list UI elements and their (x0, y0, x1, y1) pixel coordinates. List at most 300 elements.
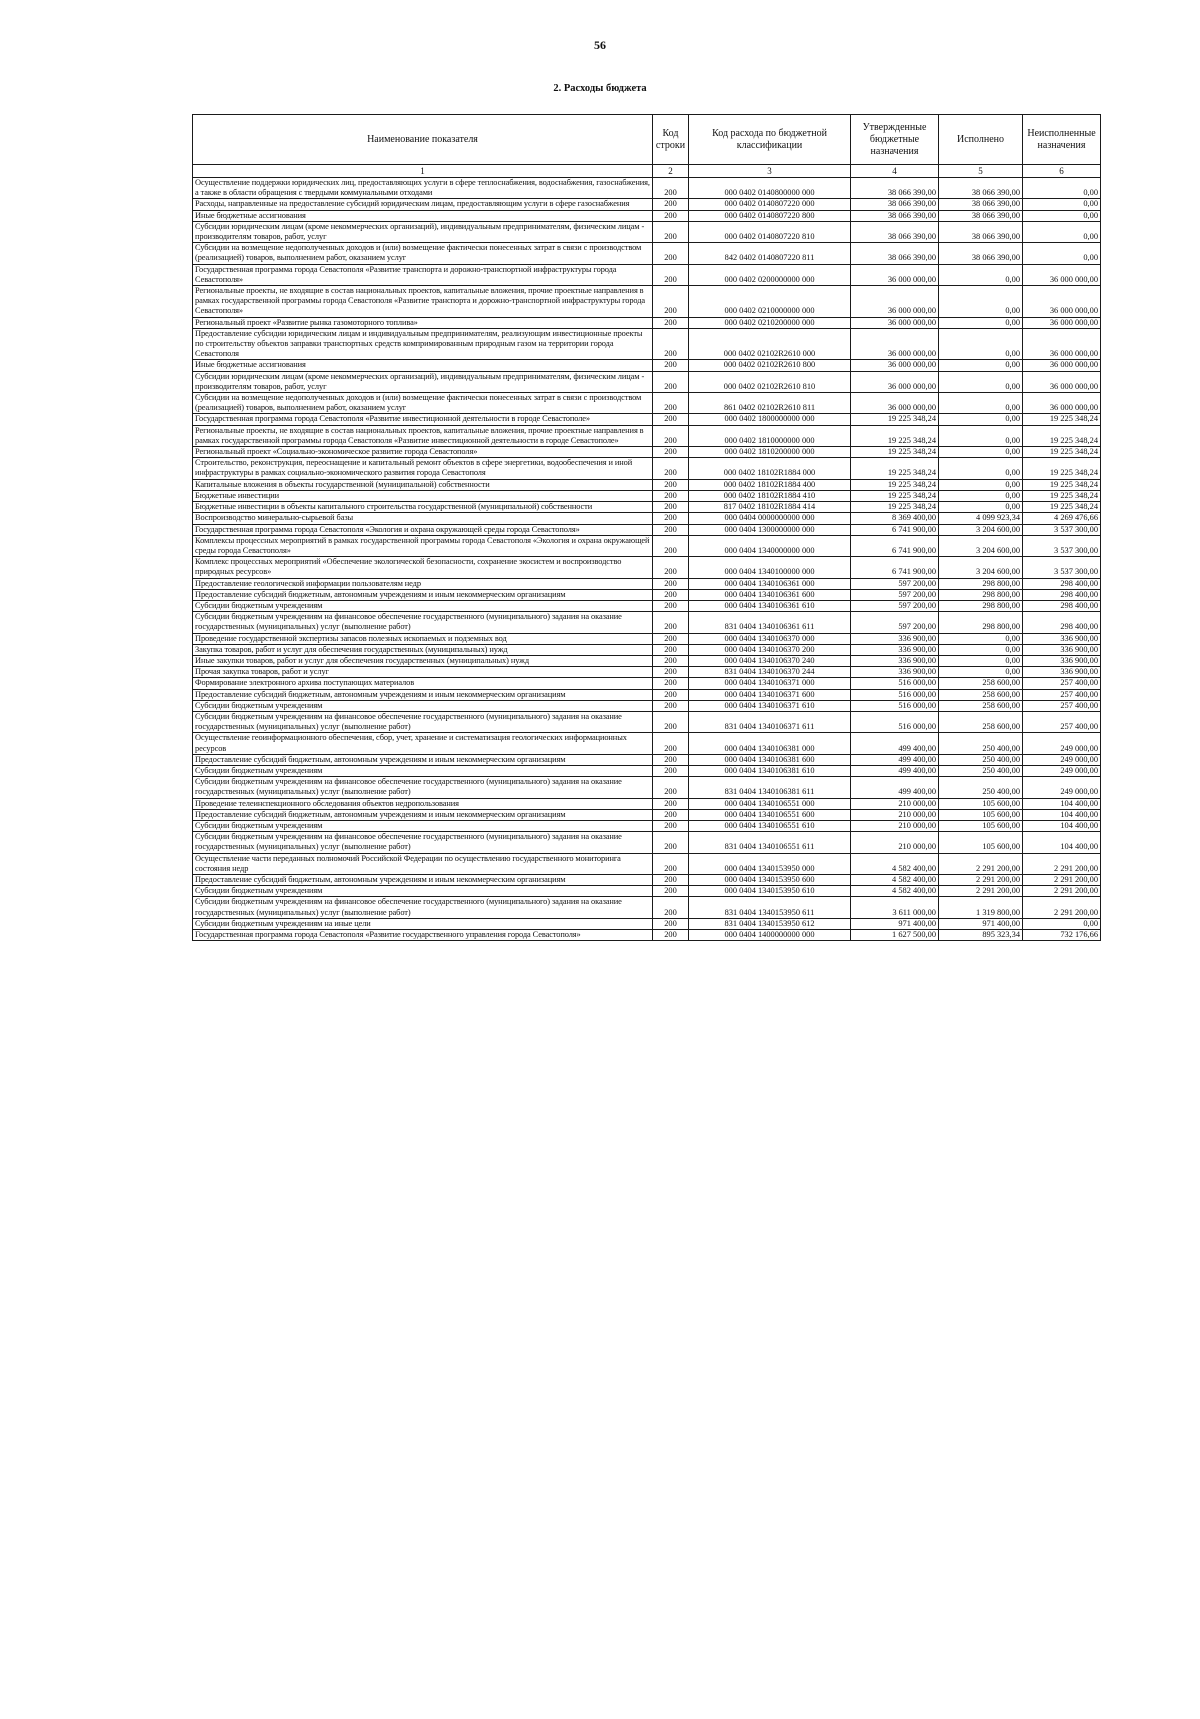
table-row (193, 832, 1101, 853)
row-budget-code: 000 0402 1810000000 000 (689, 425, 851, 446)
row-executed-amount: 0,00 (939, 644, 1023, 655)
row-line-code: 200 (653, 612, 689, 633)
row-executed-amount: 38 066 390,00 (939, 199, 1023, 210)
row-name: Региональный проект «Социально-экономическое развитие города Севастополя» (193, 447, 653, 458)
row-executed-amount: 105 600,00 (939, 820, 1023, 831)
row-name: Субсидии бюджетным учреждениям на иные цели (193, 918, 653, 929)
row-unexecuted-amount: 257 400,00 (1023, 689, 1101, 700)
row-executed-amount: 298 800,00 (939, 600, 1023, 611)
row-executed-amount: 0,00 (939, 360, 1023, 371)
row-name: Субсидии на возмещение недополученных доходов и (или) возмещение фактически понесенных затрат в связи с производством (реализацией) товаров, выполнением работ, оказанием услуг (193, 243, 653, 264)
row-executed-amount: 298 800,00 (939, 589, 1023, 600)
row-line-code: 200 (653, 853, 689, 874)
row-approved-amount: 19 225 348,24 (851, 414, 939, 425)
table-row (193, 578, 1101, 589)
row-name: Субсидии бюджетным учреждениям на финансовое обеспечение государственного (муниципального) задания на оказание государственных (муниципальных) услуг (выполнение работ) (193, 777, 653, 798)
row-executed-amount: 250 400,00 (939, 733, 1023, 754)
table-row (193, 754, 1101, 765)
row-line-code: 200 (653, 700, 689, 711)
header-approved: Утвержденные бюджетные назначения (851, 115, 939, 165)
row-unexecuted-amount: 732 176,66 (1023, 930, 1101, 941)
table-row (193, 930, 1101, 941)
row-budget-code: 000 0404 0000000000 000 (689, 513, 851, 524)
row-line-code: 200 (653, 264, 689, 285)
row-name: Субсидии бюджетным учреждениям на финансовое обеспечение государственного (муниципального) задания на оказание государственных (муниципальных) услуг (выполнение работ) (193, 711, 653, 732)
row-approved-amount: 36 000 000,00 (851, 328, 939, 360)
row-unexecuted-amount: 298 400,00 (1023, 589, 1101, 600)
row-approved-amount: 336 900,00 (851, 655, 939, 666)
row-budget-code: 000 0402 18102R1884 400 (689, 479, 851, 490)
table-row (193, 644, 1101, 655)
row-unexecuted-amount: 249 000,00 (1023, 733, 1101, 754)
row-approved-amount: 499 400,00 (851, 733, 939, 754)
table-row (193, 458, 1101, 479)
row-approved-amount: 4 582 400,00 (851, 853, 939, 874)
row-name: Проведение телеинспекционного обследования объектов недропользования (193, 798, 653, 809)
row-line-code: 200 (653, 243, 689, 264)
row-name: Субсидии юридическим лицам (кроме некоммерческих организаций), индивидуальным предпринимателям, физическим лицам - производителям товаров, работ, услуг (193, 221, 653, 242)
column-number: 1 (193, 165, 653, 178)
table-row (193, 875, 1101, 886)
row-budget-code: 000 0404 1340106371 610 (689, 700, 851, 711)
row-executed-amount: 298 800,00 (939, 612, 1023, 633)
row-name: Субсидии юридическим лицам (кроме некоммерческих организаций), индивидуальным предпринимателям, физическим лицам - производителям товаров, работ, услуг (193, 371, 653, 392)
row-approved-amount: 6 741 900,00 (851, 535, 939, 556)
row-line-code: 200 (653, 414, 689, 425)
row-line-code: 200 (653, 918, 689, 929)
row-budget-code: 000 0402 1800000000 000 (689, 414, 851, 425)
row-unexecuted-amount: 336 900,00 (1023, 655, 1101, 666)
row-line-code: 200 (653, 897, 689, 918)
row-approved-amount: 38 066 390,00 (851, 178, 939, 199)
row-name: Осуществление геоинформационного обеспечения, сбор, учет, хранение и систематизация геологических информационных ресурсов (193, 733, 653, 754)
table-row (193, 886, 1101, 897)
row-executed-amount: 971 400,00 (939, 918, 1023, 929)
row-line-code: 200 (653, 711, 689, 732)
table-row (193, 414, 1101, 425)
row-name: Субсидии на возмещение недополученных доходов и (или) возмещение фактически понесенных затрат в связи с производством (реализацией) товаров, выполнением работ, оказанием услуг (193, 393, 653, 414)
row-name: Комплексы процессных мероприятий в рамках государственной программы города Севастополя «Экология и охрана окружающей среды города Севастополя» (193, 535, 653, 556)
row-unexecuted-amount: 36 000 000,00 (1023, 264, 1101, 285)
row-name: Региональные проекты, не входящие в состав национальных проектов, капитальные вложения, прочие проектные направления в рамках государственной программы города Севастополя «Развитие транспорта и дорожно-транспортной инфраструктуры города Севастополя» (193, 286, 653, 318)
column-number: 3 (689, 165, 851, 178)
table-row (193, 667, 1101, 678)
row-unexecuted-amount: 104 400,00 (1023, 832, 1101, 853)
row-name: Предоставление субсидий бюджетным, автономным учреждениям и иным некоммерческим организациям (193, 754, 653, 765)
row-budget-code: 831 0404 1340106370 244 (689, 667, 851, 678)
row-approved-amount: 499 400,00 (851, 765, 939, 776)
row-approved-amount: 1 627 500,00 (851, 930, 939, 941)
row-budget-code: 000 0404 1340106551 000 (689, 798, 851, 809)
row-budget-code: 000 0404 1340000000 000 (689, 535, 851, 556)
row-approved-amount: 336 900,00 (851, 667, 939, 678)
row-budget-code: 000 0404 1340106361 600 (689, 589, 851, 600)
row-executed-amount: 3 204 600,00 (939, 524, 1023, 535)
row-approved-amount: 36 000 000,00 (851, 264, 939, 285)
row-budget-code: 000 0402 02102R2610 800 (689, 360, 851, 371)
row-executed-amount: 0,00 (939, 655, 1023, 666)
row-budget-code: 000 0404 1340106381 600 (689, 754, 851, 765)
row-unexecuted-amount: 298 400,00 (1023, 612, 1101, 633)
row-name: Субсидии бюджетным учреждениям (193, 700, 653, 711)
row-budget-code: 000 0402 18102R1884 000 (689, 458, 851, 479)
row-approved-amount: 499 400,00 (851, 777, 939, 798)
row-unexecuted-amount: 36 000 000,00 (1023, 360, 1101, 371)
row-unexecuted-amount: 0,00 (1023, 210, 1101, 221)
row-line-code: 200 (653, 678, 689, 689)
table-row (193, 765, 1101, 776)
row-unexecuted-amount: 36 000 000,00 (1023, 393, 1101, 414)
row-executed-amount: 0,00 (939, 414, 1023, 425)
row-name: Субсидии бюджетным учреждениям на финансовое обеспечение государственного (муниципального) задания на оказание государственных (муниципальных) услуг (выполнение работ) (193, 897, 653, 918)
row-name: Субсидии бюджетным учреждениям (193, 600, 653, 611)
row-budget-code: 831 0404 1340106371 611 (689, 711, 851, 732)
row-unexecuted-amount: 0,00 (1023, 918, 1101, 929)
table-row (193, 199, 1101, 210)
row-line-code: 200 (653, 490, 689, 501)
row-approved-amount: 38 066 390,00 (851, 199, 939, 210)
row-name: Региональный проект «Развитие рынка газомоторного топлива» (193, 317, 653, 328)
table-row (193, 317, 1101, 328)
header-unexecuted: Неисполненные назначения (1023, 115, 1101, 165)
row-approved-amount: 38 066 390,00 (851, 243, 939, 264)
row-unexecuted-amount: 104 400,00 (1023, 820, 1101, 831)
table-row (193, 589, 1101, 600)
row-name: Региональные проекты, не входящие в состав национальных проектов, капитальные вложения, прочие проектные направления в рамках государственной программы города Севастополя «Развитие инвестиционной деятельности в городе Севастополе» (193, 425, 653, 446)
row-line-code: 200 (653, 644, 689, 655)
row-name: Предоставление субсидии юридическим лицам и индивидуальным предпринимателям, реализующим инвестиционные проекты по строительству объектов заправки транспортных средств компримированным природным газом на территории города Севастополя (193, 328, 653, 360)
row-unexecuted-amount: 19 225 348,24 (1023, 490, 1101, 501)
row-name: Государственная программа города Севастополя «Развитие транспорта и дорожно-транспортной инфраструктуры города Севастополя» (193, 264, 653, 285)
row-budget-code: 000 0402 0210000000 000 (689, 286, 851, 318)
row-line-code: 200 (653, 447, 689, 458)
row-executed-amount: 298 800,00 (939, 578, 1023, 589)
row-executed-amount: 1 319 800,00 (939, 897, 1023, 918)
table-row (193, 897, 1101, 918)
table-row (193, 178, 1101, 199)
row-approved-amount: 8 369 400,00 (851, 513, 939, 524)
row-executed-amount: 258 600,00 (939, 711, 1023, 732)
row-line-code: 200 (653, 600, 689, 611)
column-number: 5 (939, 165, 1023, 178)
row-line-code: 200 (653, 633, 689, 644)
table-row (193, 210, 1101, 221)
row-unexecuted-amount: 257 400,00 (1023, 678, 1101, 689)
row-budget-code: 000 0404 1340106371 600 (689, 689, 851, 700)
row-budget-code: 000 0404 1340106381 000 (689, 733, 851, 754)
row-name: Бюджетные инвестиции в объекты капитального строительства государственной (муниципальной) собственности (193, 502, 653, 513)
row-line-code: 200 (653, 425, 689, 446)
table-row (193, 853, 1101, 874)
row-executed-amount: 0,00 (939, 371, 1023, 392)
row-approved-amount: 6 741 900,00 (851, 557, 939, 578)
page-number: 56 (594, 38, 606, 52)
header-row (193, 115, 1101, 165)
row-approved-amount: 4 582 400,00 (851, 875, 939, 886)
row-name: Воспроизводство минерально-сырьевой базы (193, 513, 653, 524)
row-budget-code: 861 0402 02102R2610 811 (689, 393, 851, 414)
table-row (193, 557, 1101, 578)
row-unexecuted-amount: 19 225 348,24 (1023, 447, 1101, 458)
row-unexecuted-amount: 2 291 200,00 (1023, 886, 1101, 897)
table-row (193, 777, 1101, 798)
table-row (193, 243, 1101, 264)
row-budget-code: 000 0404 1340106551 600 (689, 809, 851, 820)
row-name: Предоставление субсидий бюджетным, автономным учреждениям и иным некоммерческим организациям (193, 809, 653, 820)
row-line-code: 200 (653, 689, 689, 700)
row-approved-amount: 516 000,00 (851, 711, 939, 732)
table-row (193, 502, 1101, 513)
row-budget-code: 000 0404 1340106370 240 (689, 655, 851, 666)
table-row (193, 535, 1101, 556)
row-budget-code: 817 0402 18102R1884 414 (689, 502, 851, 513)
row-budget-code: 000 0404 1340106370 200 (689, 644, 851, 655)
row-unexecuted-amount: 336 900,00 (1023, 644, 1101, 655)
row-unexecuted-amount: 36 000 000,00 (1023, 328, 1101, 360)
table-row (193, 600, 1101, 611)
row-executed-amount: 0,00 (939, 286, 1023, 318)
table-row (193, 809, 1101, 820)
row-executed-amount: 0,00 (939, 502, 1023, 513)
row-unexecuted-amount: 19 225 348,24 (1023, 502, 1101, 513)
row-budget-code: 000 0404 1340106370 000 (689, 633, 851, 644)
row-unexecuted-amount: 336 900,00 (1023, 633, 1101, 644)
row-unexecuted-amount: 249 000,00 (1023, 777, 1101, 798)
row-name: Государственная программа города Севастополя «Развитие инвестиционной деятельности в городе Севастополе» (193, 414, 653, 425)
row-executed-amount: 2 291 200,00 (939, 886, 1023, 897)
header-budget-code: Код расхода по бюджетной классификации (689, 115, 851, 165)
row-name: Предоставление геологической информации пользователям недр (193, 578, 653, 589)
row-approved-amount: 36 000 000,00 (851, 393, 939, 414)
row-approved-amount: 210 000,00 (851, 798, 939, 809)
row-budget-code: 000 0402 0200000000 000 (689, 264, 851, 285)
row-name: Строительство, реконструкция, переоснащение и капитальный ремонт объектов в сфере энергетики, водообеспечения и иной инфраструктуры в рамках социально-экономического развития города Севастополя (193, 458, 653, 479)
row-budget-code: 000 0402 02102R2610 000 (689, 328, 851, 360)
row-approved-amount: 516 000,00 (851, 689, 939, 700)
row-line-code: 200 (653, 930, 689, 941)
row-approved-amount: 597 200,00 (851, 612, 939, 633)
row-budget-code: 000 0402 0140800000 000 (689, 178, 851, 199)
row-unexecuted-amount: 36 000 000,00 (1023, 371, 1101, 392)
row-line-code: 200 (653, 557, 689, 578)
row-name: Предоставление субсидий бюджетным, автономным учреждениям и иным некоммерческим организациям (193, 875, 653, 886)
row-budget-code: 831 0404 1340106381 611 (689, 777, 851, 798)
column-number: 4 (851, 165, 939, 178)
row-executed-amount: 0,00 (939, 317, 1023, 328)
row-budget-code: 000 0404 1340100000 000 (689, 557, 851, 578)
row-executed-amount: 0,00 (939, 490, 1023, 501)
row-approved-amount: 38 066 390,00 (851, 210, 939, 221)
row-approved-amount: 36 000 000,00 (851, 371, 939, 392)
row-budget-code: 000 0404 1340106551 610 (689, 820, 851, 831)
header-executed: Исполнено (939, 115, 1023, 165)
row-unexecuted-amount: 249 000,00 (1023, 765, 1101, 776)
row-name: Проведение государственной экспертизы запасов полезных ископаемых и подземных вод (193, 633, 653, 644)
row-budget-code: 831 0404 1340106361 611 (689, 612, 851, 633)
row-budget-code: 831 0404 1340153950 612 (689, 918, 851, 929)
row-approved-amount: 6 741 900,00 (851, 524, 939, 535)
row-approved-amount: 19 225 348,24 (851, 490, 939, 501)
table-body (193, 178, 1101, 941)
row-name: Формирование электронного архива поступающих материалов (193, 678, 653, 689)
row-budget-code: 000 0404 1340106371 000 (689, 678, 851, 689)
row-budget-code: 000 0404 1340153950 600 (689, 875, 851, 886)
row-approved-amount: 516 000,00 (851, 700, 939, 711)
row-name: Субсидии бюджетным учреждениям на финансовое обеспечение государственного (муниципального) задания на оказание государственных (муниципальных) услуг (выполнение работ) (193, 832, 653, 853)
row-unexecuted-amount: 257 400,00 (1023, 711, 1101, 732)
row-executed-amount: 258 600,00 (939, 700, 1023, 711)
row-line-code: 200 (653, 535, 689, 556)
table-row (193, 700, 1101, 711)
table-header (193, 115, 1101, 178)
row-budget-code: 000 0404 1340153950 610 (689, 886, 851, 897)
row-line-code: 200 (653, 733, 689, 754)
table-row (193, 490, 1101, 501)
row-budget-code: 000 0402 0210200000 000 (689, 317, 851, 328)
row-unexecuted-amount: 104 400,00 (1023, 809, 1101, 820)
table-row (193, 733, 1101, 754)
row-unexecuted-amount: 2 291 200,00 (1023, 853, 1101, 874)
row-budget-code: 000 0404 1340106361 000 (689, 578, 851, 589)
row-executed-amount: 38 066 390,00 (939, 243, 1023, 264)
row-executed-amount: 0,00 (939, 264, 1023, 285)
table-row (193, 328, 1101, 360)
row-budget-code: 831 0404 1340106551 611 (689, 832, 851, 853)
row-name: Государственная программа города Севастополя «Экология и охрана окружающей среды города Севастополя» (193, 524, 653, 535)
row-line-code: 200 (653, 875, 689, 886)
table-row (193, 612, 1101, 633)
row-approved-amount: 3 611 000,00 (851, 897, 939, 918)
row-name: Осуществление части переданных полномочий Российской Федерации по осуществлению государственного мониторинга состояния недр (193, 853, 653, 874)
row-approved-amount: 597 200,00 (851, 600, 939, 611)
row-line-code: 200 (653, 765, 689, 776)
row-approved-amount: 4 582 400,00 (851, 886, 939, 897)
row-approved-amount: 19 225 348,24 (851, 425, 939, 446)
row-unexecuted-amount: 3 537 300,00 (1023, 535, 1101, 556)
row-unexecuted-amount: 19 225 348,24 (1023, 479, 1101, 490)
row-unexecuted-amount: 36 000 000,00 (1023, 317, 1101, 328)
row-approved-amount: 19 225 348,24 (851, 479, 939, 490)
row-name: Субсидии бюджетным учреждениям на финансовое обеспечение государственного (муниципального) задания на оказание государственных (муниципальных) услуг (выполнение работ) (193, 612, 653, 633)
table-row (193, 711, 1101, 732)
row-approved-amount: 36 000 000,00 (851, 317, 939, 328)
row-name: Предоставление субсидий бюджетным, автономным учреждениям и иным некоммерческим организациям (193, 689, 653, 700)
table-row (193, 633, 1101, 644)
row-budget-code: 000 0404 1400000000 000 (689, 930, 851, 941)
row-executed-amount: 258 600,00 (939, 689, 1023, 700)
row-budget-code: 000 0402 0140807220 000 (689, 199, 851, 210)
row-budget-code: 000 0404 1340106361 610 (689, 600, 851, 611)
row-approved-amount: 36 000 000,00 (851, 360, 939, 371)
row-approved-amount: 19 225 348,24 (851, 447, 939, 458)
row-executed-amount: 0,00 (939, 633, 1023, 644)
row-unexecuted-amount: 298 400,00 (1023, 578, 1101, 589)
row-executed-amount: 3 204 600,00 (939, 535, 1023, 556)
row-executed-amount: 4 099 923,34 (939, 513, 1023, 524)
table-row (193, 513, 1101, 524)
row-unexecuted-amount: 19 225 348,24 (1023, 414, 1101, 425)
row-approved-amount: 971 400,00 (851, 918, 939, 929)
row-name: Субсидии бюджетным учреждениям (193, 820, 653, 831)
column-number: 6 (1023, 165, 1101, 178)
table-row (193, 393, 1101, 414)
row-line-code: 200 (653, 798, 689, 809)
row-executed-amount: 38 066 390,00 (939, 178, 1023, 199)
document-title: 2. Расходы бюджета (553, 83, 647, 94)
row-executed-amount: 2 291 200,00 (939, 875, 1023, 886)
row-line-code: 200 (653, 199, 689, 210)
row-unexecuted-amount: 0,00 (1023, 199, 1101, 210)
row-approved-amount: 210 000,00 (851, 820, 939, 831)
row-line-code: 200 (653, 393, 689, 414)
row-line-code: 200 (653, 360, 689, 371)
row-approved-amount: 516 000,00 (851, 678, 939, 689)
row-name: Субсидии бюджетным учреждениям (193, 765, 653, 776)
row-executed-amount: 3 204 600,00 (939, 557, 1023, 578)
row-budget-code: 000 0402 1810200000 000 (689, 447, 851, 458)
row-line-code: 200 (653, 371, 689, 392)
row-budget-code: 000 0404 1340106381 610 (689, 765, 851, 776)
row-line-code: 200 (653, 777, 689, 798)
row-unexecuted-amount: 336 900,00 (1023, 667, 1101, 678)
column-number: 2 (653, 165, 689, 178)
row-executed-amount: 0,00 (939, 479, 1023, 490)
row-executed-amount: 105 600,00 (939, 832, 1023, 853)
row-name: Прочая закупка товаров, работ и услуг (193, 667, 653, 678)
row-approved-amount: 19 225 348,24 (851, 458, 939, 479)
row-name: Иные бюджетные ассигнования (193, 360, 653, 371)
row-name: Расходы, направленные на предоставление субсидий юридическим лицам, предоставляющим услуги в сфере газоснабжения (193, 199, 653, 210)
row-name: Комплекс процессных мероприятий «Обеспечение экологической безопасности, сохранение экосистем и воспроизводство природных ресурсов» (193, 557, 653, 578)
row-approved-amount: 597 200,00 (851, 589, 939, 600)
row-line-code: 200 (653, 809, 689, 820)
row-name: Иные бюджетные ассигнования (193, 210, 653, 221)
row-unexecuted-amount: 104 400,00 (1023, 798, 1101, 809)
table-row (193, 447, 1101, 458)
row-unexecuted-amount: 2 291 200,00 (1023, 875, 1101, 886)
row-name: Закупка товаров, работ и услуг для обеспечения государственных (муниципальных) нужд (193, 644, 653, 655)
row-name: Государственная программа города Севастополя «Развитие государственного управления города Севастополя» (193, 930, 653, 941)
row-unexecuted-amount: 19 225 348,24 (1023, 425, 1101, 446)
row-approved-amount: 499 400,00 (851, 754, 939, 765)
row-line-code: 200 (653, 479, 689, 490)
table-row (193, 798, 1101, 809)
row-line-code: 200 (653, 754, 689, 765)
row-line-code: 200 (653, 820, 689, 831)
table-row (193, 479, 1101, 490)
table-row (193, 221, 1101, 242)
row-executed-amount: 250 400,00 (939, 777, 1023, 798)
table-row (193, 655, 1101, 666)
row-budget-code: 000 0402 18102R1884 410 (689, 490, 851, 501)
row-executed-amount: 250 400,00 (939, 754, 1023, 765)
row-approved-amount: 336 900,00 (851, 633, 939, 644)
row-approved-amount: 36 000 000,00 (851, 286, 939, 318)
row-executed-amount: 105 600,00 (939, 809, 1023, 820)
row-line-code: 200 (653, 221, 689, 242)
row-executed-amount: 895 323,34 (939, 930, 1023, 941)
row-line-code: 200 (653, 655, 689, 666)
header-name: Наименование показателя (193, 115, 653, 165)
table-row (193, 524, 1101, 535)
table-row (193, 918, 1101, 929)
row-line-code: 200 (653, 524, 689, 535)
row-executed-amount: 0,00 (939, 667, 1023, 678)
row-executed-amount: 0,00 (939, 393, 1023, 414)
row-approved-amount: 19 225 348,24 (851, 502, 939, 513)
row-unexecuted-amount: 4 269 476,66 (1023, 513, 1101, 524)
row-unexecuted-amount: 0,00 (1023, 243, 1101, 264)
